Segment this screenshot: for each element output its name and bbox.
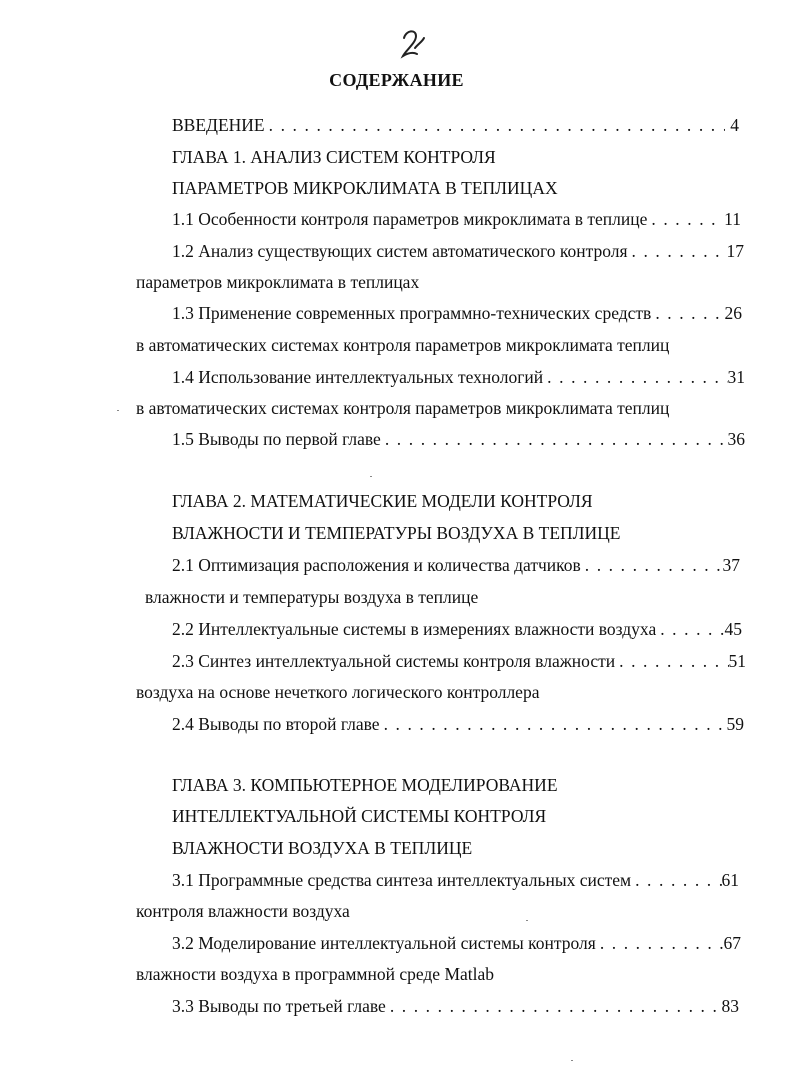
dot-leader (596, 932, 724, 954)
toc-entry-1-2-continuation: параметров микроклимата в теплицах (136, 272, 420, 292)
scan-speck (117, 410, 119, 411)
toc-page-number: 26 (724, 303, 742, 323)
toc-page-number: 11 (724, 209, 741, 229)
toc-entry-2-2[interactable] (172, 618, 742, 640)
dot-leader (265, 114, 725, 136)
dot-leader (651, 302, 724, 324)
toc-entry-1-3[interactable] (172, 302, 742, 324)
toc-entry-2-3-continuation: воздуха на основе нечеткого логического контроллера (136, 682, 540, 702)
toc-entry-label: 1.2 Анализ существующих систем автоматического контроля (172, 241, 628, 261)
toc-entry-label: 3.2 Моделирование интеллектуальной системы контроля (172, 933, 596, 953)
toc-entry-label: 1.3 Применение современных программно-технических средств (172, 303, 652, 323)
toc-entry-1-4-continuation: в автоматических системах контроля параметров микроклимата теплиц (136, 398, 670, 418)
toc-entry-2-1-continuation: влажности и температуры воздуха в теплице (145, 587, 479, 607)
toc-entry-label: 3.3 Выводы по третьей главе (172, 996, 386, 1016)
scan-speck (370, 476, 372, 477)
toc-page-number: 67 (723, 933, 741, 953)
toc-entry-3-2[interactable] (172, 932, 741, 954)
chapter-3-title-line-2[interactable]: ИНТЕЛЛЕКТУАЛЬНОЙ СИСТЕМЫ КОНТРОЛЯ (172, 806, 547, 826)
toc-entry-2-3[interactable] (172, 650, 746, 672)
chapter-3-title-line-1[interactable]: ГЛАВА 3. КОМПЬЮТЕРНОЕ МОДЕЛИРОВАНИЕ (172, 775, 558, 795)
scan-speck (571, 1060, 573, 1061)
chapter-2-title-line-1[interactable]: ГЛАВА 2. МАТЕМАТИЧЕСКИЕ МОДЕЛИ КОНТРОЛЯ (172, 491, 593, 511)
toc-entry-3-1-continuation: контроля влажности воздуха (136, 901, 350, 921)
toc-page-number: 83 (721, 996, 739, 1016)
dot-leader (381, 428, 728, 450)
chapter-1-title-line-1[interactable]: ГЛАВА 1. АНАЛИЗ СИСТЕМ КОНТРОЛЯ (172, 147, 496, 167)
chapter-2-title-line-2[interactable]: ВЛАЖНОСТИ И ТЕМПЕРАТУРЫ ВОЗДУХА В ТЕПЛИЦЕ (172, 523, 621, 543)
dot-leader (647, 208, 724, 230)
toc-page-number: 36 (727, 429, 745, 449)
toc-entry-1-4[interactable] (172, 366, 745, 388)
toc-entry-1-1[interactable] (172, 208, 741, 230)
scan-speck (526, 920, 528, 921)
toc-page-number: 61 (721, 870, 739, 890)
toc-page-number: 59 (726, 714, 744, 734)
page-title: СОДЕРЖАНИЕ (329, 70, 464, 90)
dot-leader (543, 366, 727, 388)
toc-entry-1-5[interactable] (172, 428, 745, 450)
toc-entry-label: ВВЕДЕНИЕ (172, 115, 265, 135)
toc-entry-label: 1.4 Использование интеллектуальных технологий (172, 367, 544, 387)
dot-leader (581, 554, 723, 576)
toc-entry-label: 1.5 Выводы по первой главе (172, 429, 381, 449)
toc-entry-3-1[interactable] (172, 869, 739, 891)
toc-entry-label: 2.1 Оптимизация расположения и количества датчиков (172, 555, 581, 575)
toc-entry-label: 1.1 Особенности контроля параметров микроклимата в теплице (172, 209, 648, 229)
toc-entry-label: 2.4 Выводы по второй главе (172, 714, 380, 734)
dot-leader (656, 618, 724, 640)
chapter-3-title-line-3[interactable]: ВЛАЖНОСТИ ВОЗДУХА В ТЕПЛИЦЕ (172, 838, 473, 858)
handwritten-page-number (398, 26, 430, 62)
toc-page-number: 45 (724, 619, 742, 639)
chapter-1-title-line-2[interactable]: ПАРАМЕТРОВ МИКРОКЛИМАТА В ТЕПЛИЦАХ (172, 178, 558, 198)
toc-entry-2-4[interactable] (172, 713, 744, 735)
toc-entry-label: 2.2 Интеллектуальные системы в измерениях влажности воздуха (172, 619, 657, 639)
dot-leader (380, 713, 727, 735)
toc-entry-2-1[interactable] (172, 554, 740, 576)
toc-page-number: 31 (727, 367, 745, 387)
toc-page-number: 17 (726, 241, 744, 261)
toc-entry-1-3-continuation: в автоматических системах контроля параметров микроклимата теплиц (136, 335, 670, 355)
toc-page-number: 51 (728, 651, 746, 671)
toc-page-number: 37 (722, 555, 740, 575)
toc-entry-3-2-continuation: влажности воздуха в программной среде Matlab (136, 964, 495, 984)
toc-page-number: 4 (730, 115, 739, 135)
dot-leader (628, 240, 727, 262)
toc-entry-1-2[interactable] (172, 240, 744, 262)
dot-leader (386, 995, 722, 1017)
toc-entry-3-3[interactable] (172, 995, 739, 1017)
toc-entry-label: 3.1 Программные средства синтеза интеллектуальных систем (172, 870, 632, 890)
toc-entry-intro[interactable] (172, 114, 739, 136)
dot-leader (631, 869, 721, 891)
dot-leader (615, 650, 728, 672)
toc-entry-label: 2.3 Синтез интеллектуальной системы контроля влажности (172, 651, 616, 671)
